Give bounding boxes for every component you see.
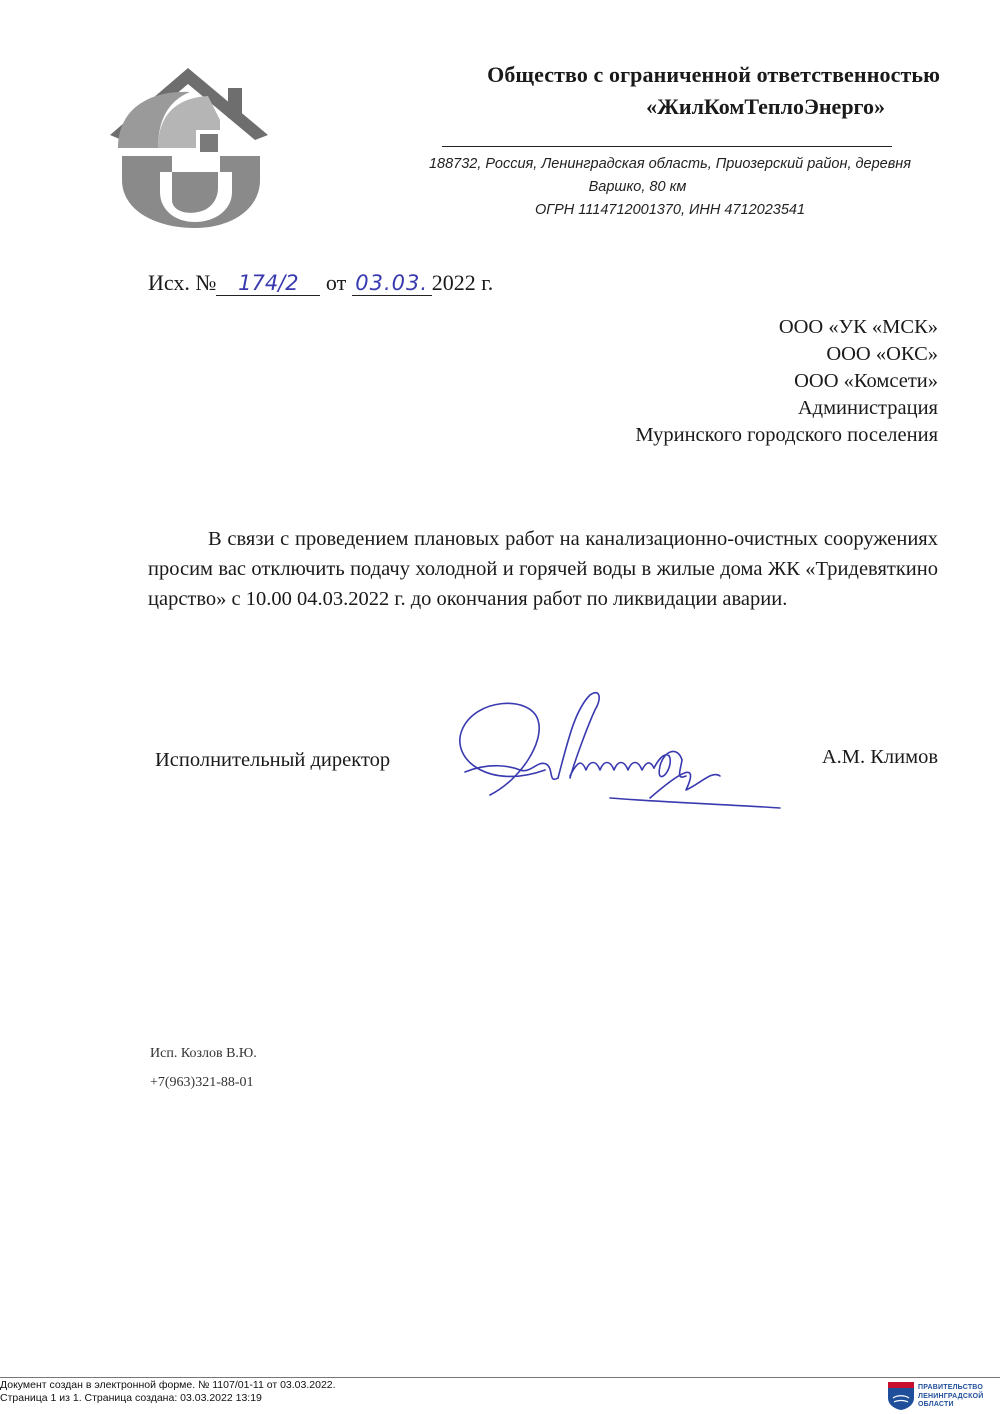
recipient: Администрация — [797, 397, 938, 419]
gov-label-line: ЛЕНИНГРАДСКОЙ — [918, 1392, 984, 1400]
recipient: ООО «УК «МСК» — [778, 316, 938, 338]
address-line-1: 188732, Россия, Ленинградская область, Приозерский район, деревня — [428, 156, 912, 172]
reference-prefix: Исх. № — [148, 270, 217, 295]
gov-label-line: ОБЛАСТИ — [918, 1401, 954, 1408]
reference-from-label: от — [325, 270, 347, 295]
recipient: ООО «Комсети» — [794, 370, 938, 392]
header-divider — [442, 146, 892, 147]
outgoing-reference — [148, 270, 493, 302]
recipients-block — [440, 314, 938, 449]
footer-divider — [0, 1377, 1000, 1378]
gov-label-line: ПРАВИТЕЛЬСТВО — [918, 1384, 984, 1391]
address-line-2: Варшко, 80 км — [588, 179, 687, 195]
recipient: Муринского городского поселения — [635, 424, 938, 446]
reference-number: 174/2 — [216, 271, 320, 296]
signatory-title: Исполнительный директор — [155, 749, 391, 771]
company-logo-icon — [100, 60, 275, 230]
executor-phone: +7(963)321-88-01 — [150, 1075, 254, 1090]
footer-page-info: Страница 1 из 1. Страница создана: 03.03.2022 13:19 — [0, 1392, 262, 1404]
reference-date: 03.03. — [352, 271, 432, 296]
recipient: ООО «ОКС» — [826, 343, 938, 365]
organization-name: Общество с ограниченной ответственностью — [487, 62, 940, 87]
gov-label — [918, 1384, 998, 1410]
leningrad-region-emblem-icon — [888, 1382, 914, 1410]
signatory-name: А.М. Климов — [821, 746, 938, 768]
footer-document-info: Документ создан в электронной форме. № 1107/01-11 от 03.03.2022. — [0, 1379, 336, 1391]
registration-numbers: ОГРН 1114712001370, ИНН 4712023541 — [534, 202, 806, 218]
organization-brand: «ЖилКомТеплоЭнерго» — [646, 94, 885, 119]
reference-year: 2022 г. — [431, 270, 494, 295]
letter-body: В связи с проведением плановых работ на канализационно-очистных сооружениях просим вас отключить подачу холодной и горячей воды в жилые дома ЖК «Тридевяткино царство» с 10.00 04.03.2022 г. до окончания работ по ликвидации аварии. — [148, 528, 938, 610]
executor-name: Исп. Козлов В.Ю. — [150, 1046, 257, 1061]
